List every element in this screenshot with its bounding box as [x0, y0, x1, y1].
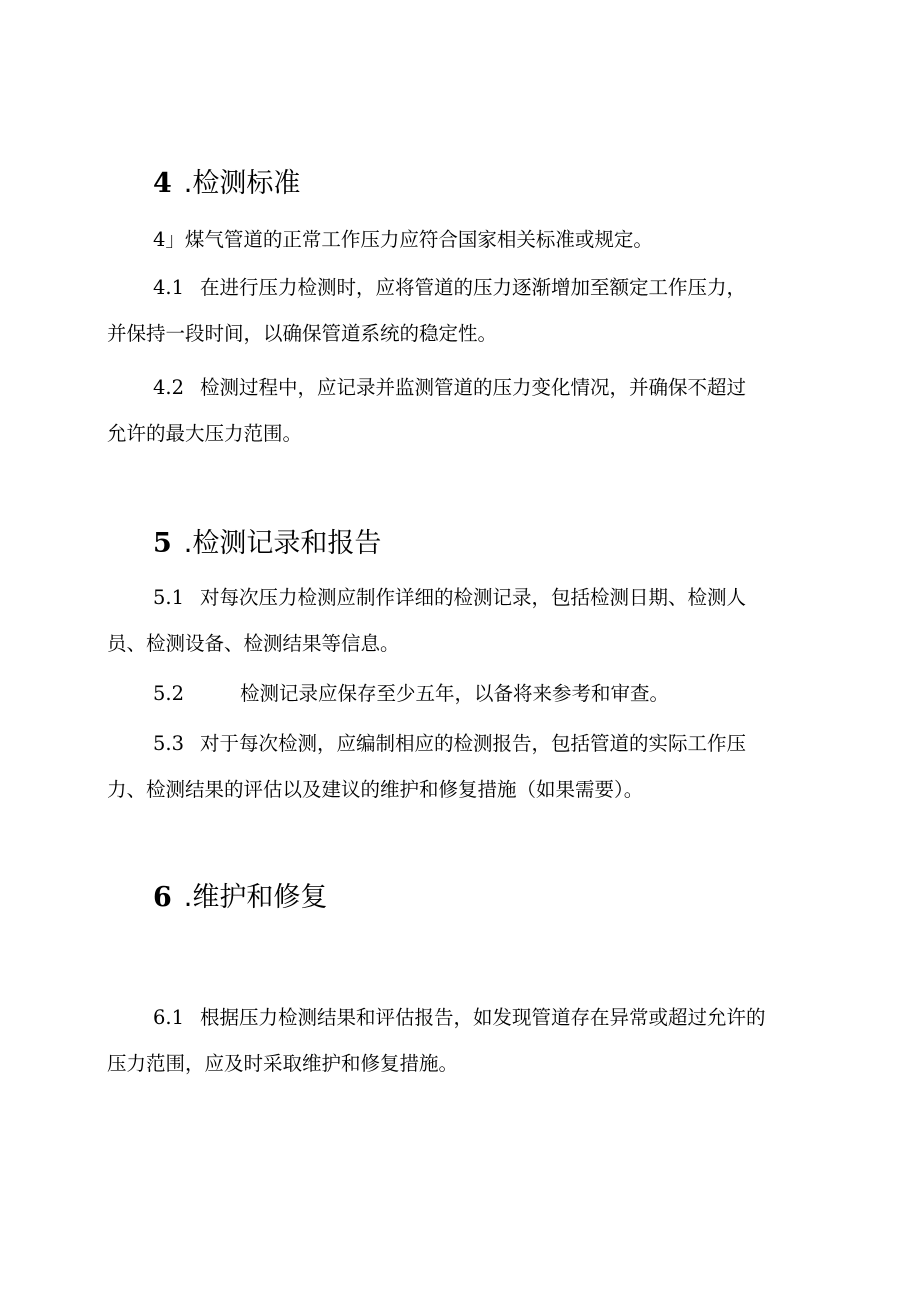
- section-heading-5: [153, 527, 381, 561]
- paragraph-text: 在进行压力检测时，应将管道的压力逐渐增加至额定工作压力，: [200, 276, 747, 299]
- paragraph-6-1: [107, 995, 766, 1087]
- heading-number: 6: [153, 882, 172, 913]
- heading-number: 4: [153, 168, 172, 199]
- paragraph-5-2: [153, 671, 669, 717]
- paragraph-text: 检测记录应保存至少五年，以备将来参考和审查。: [240, 682, 670, 705]
- paragraph-line: [107, 721, 746, 767]
- paragraph-number: 5.1: [153, 586, 185, 609]
- paragraph-line: [107, 365, 746, 411]
- paragraph-5-1: [107, 575, 746, 667]
- paragraph-line-2: 力、检测结果的评估以及建议的维护和修复措施（如果需要）。: [107, 778, 644, 801]
- heading-text: .维护和修复: [183, 882, 328, 913]
- paragraph-4-0: [153, 217, 653, 263]
- paragraph-4-2: [107, 365, 746, 457]
- paragraph-line: [107, 265, 746, 311]
- paragraph-number: 5.2: [153, 682, 185, 705]
- paragraph-line-2: 并保持一段时间，以确保管道系统的稳定性。: [107, 322, 498, 345]
- paragraph-4-1: [107, 265, 746, 357]
- paragraph-number: 5.3: [153, 732, 185, 755]
- section-heading-6: [153, 881, 327, 915]
- paragraph-text: 对每次压力检测应制作详细的检测记录，包括检测日期、检测人: [200, 586, 747, 609]
- paragraph-text: 根据压力检测结果和评估报告，如发现管道存在异常或超过允许的: [200, 1006, 766, 1029]
- paragraph-line-2: 员、检测设备、检测结果等信息。: [107, 632, 400, 655]
- heading-number: 5: [153, 528, 172, 559]
- paragraph-line: [107, 995, 766, 1041]
- paragraph-number: 4.2: [153, 376, 185, 399]
- paragraph-line: [153, 671, 669, 717]
- paragraph-text: 对于每次检测，应编制相应的检测报告，包括管道的实际工作压: [200, 732, 747, 755]
- paragraph-number: 4.1: [153, 276, 185, 299]
- paragraph-number: 4」: [153, 228, 185, 251]
- paragraph-text: 检测过程中，应记录并监测管道的压力变化情况，并确保不超过: [200, 376, 747, 399]
- paragraph-line: [153, 217, 653, 263]
- paragraph-5-3: [107, 721, 746, 813]
- paragraph-line-2: 允许的最大压力范围。: [107, 422, 303, 445]
- paragraph-line-2: 压力范围，应及时采取维护和修复措施。: [107, 1052, 459, 1075]
- paragraph-line: [107, 575, 746, 621]
- paragraph-text: 煤气管道的正常工作压力应符合国家相关标准或规定。: [184, 228, 653, 251]
- heading-text: .检测标准: [183, 168, 301, 199]
- heading-text: .检测记录和报告: [183, 528, 382, 559]
- paragraph-number: 6.1: [153, 1006, 185, 1029]
- section-heading-4: [153, 167, 300, 201]
